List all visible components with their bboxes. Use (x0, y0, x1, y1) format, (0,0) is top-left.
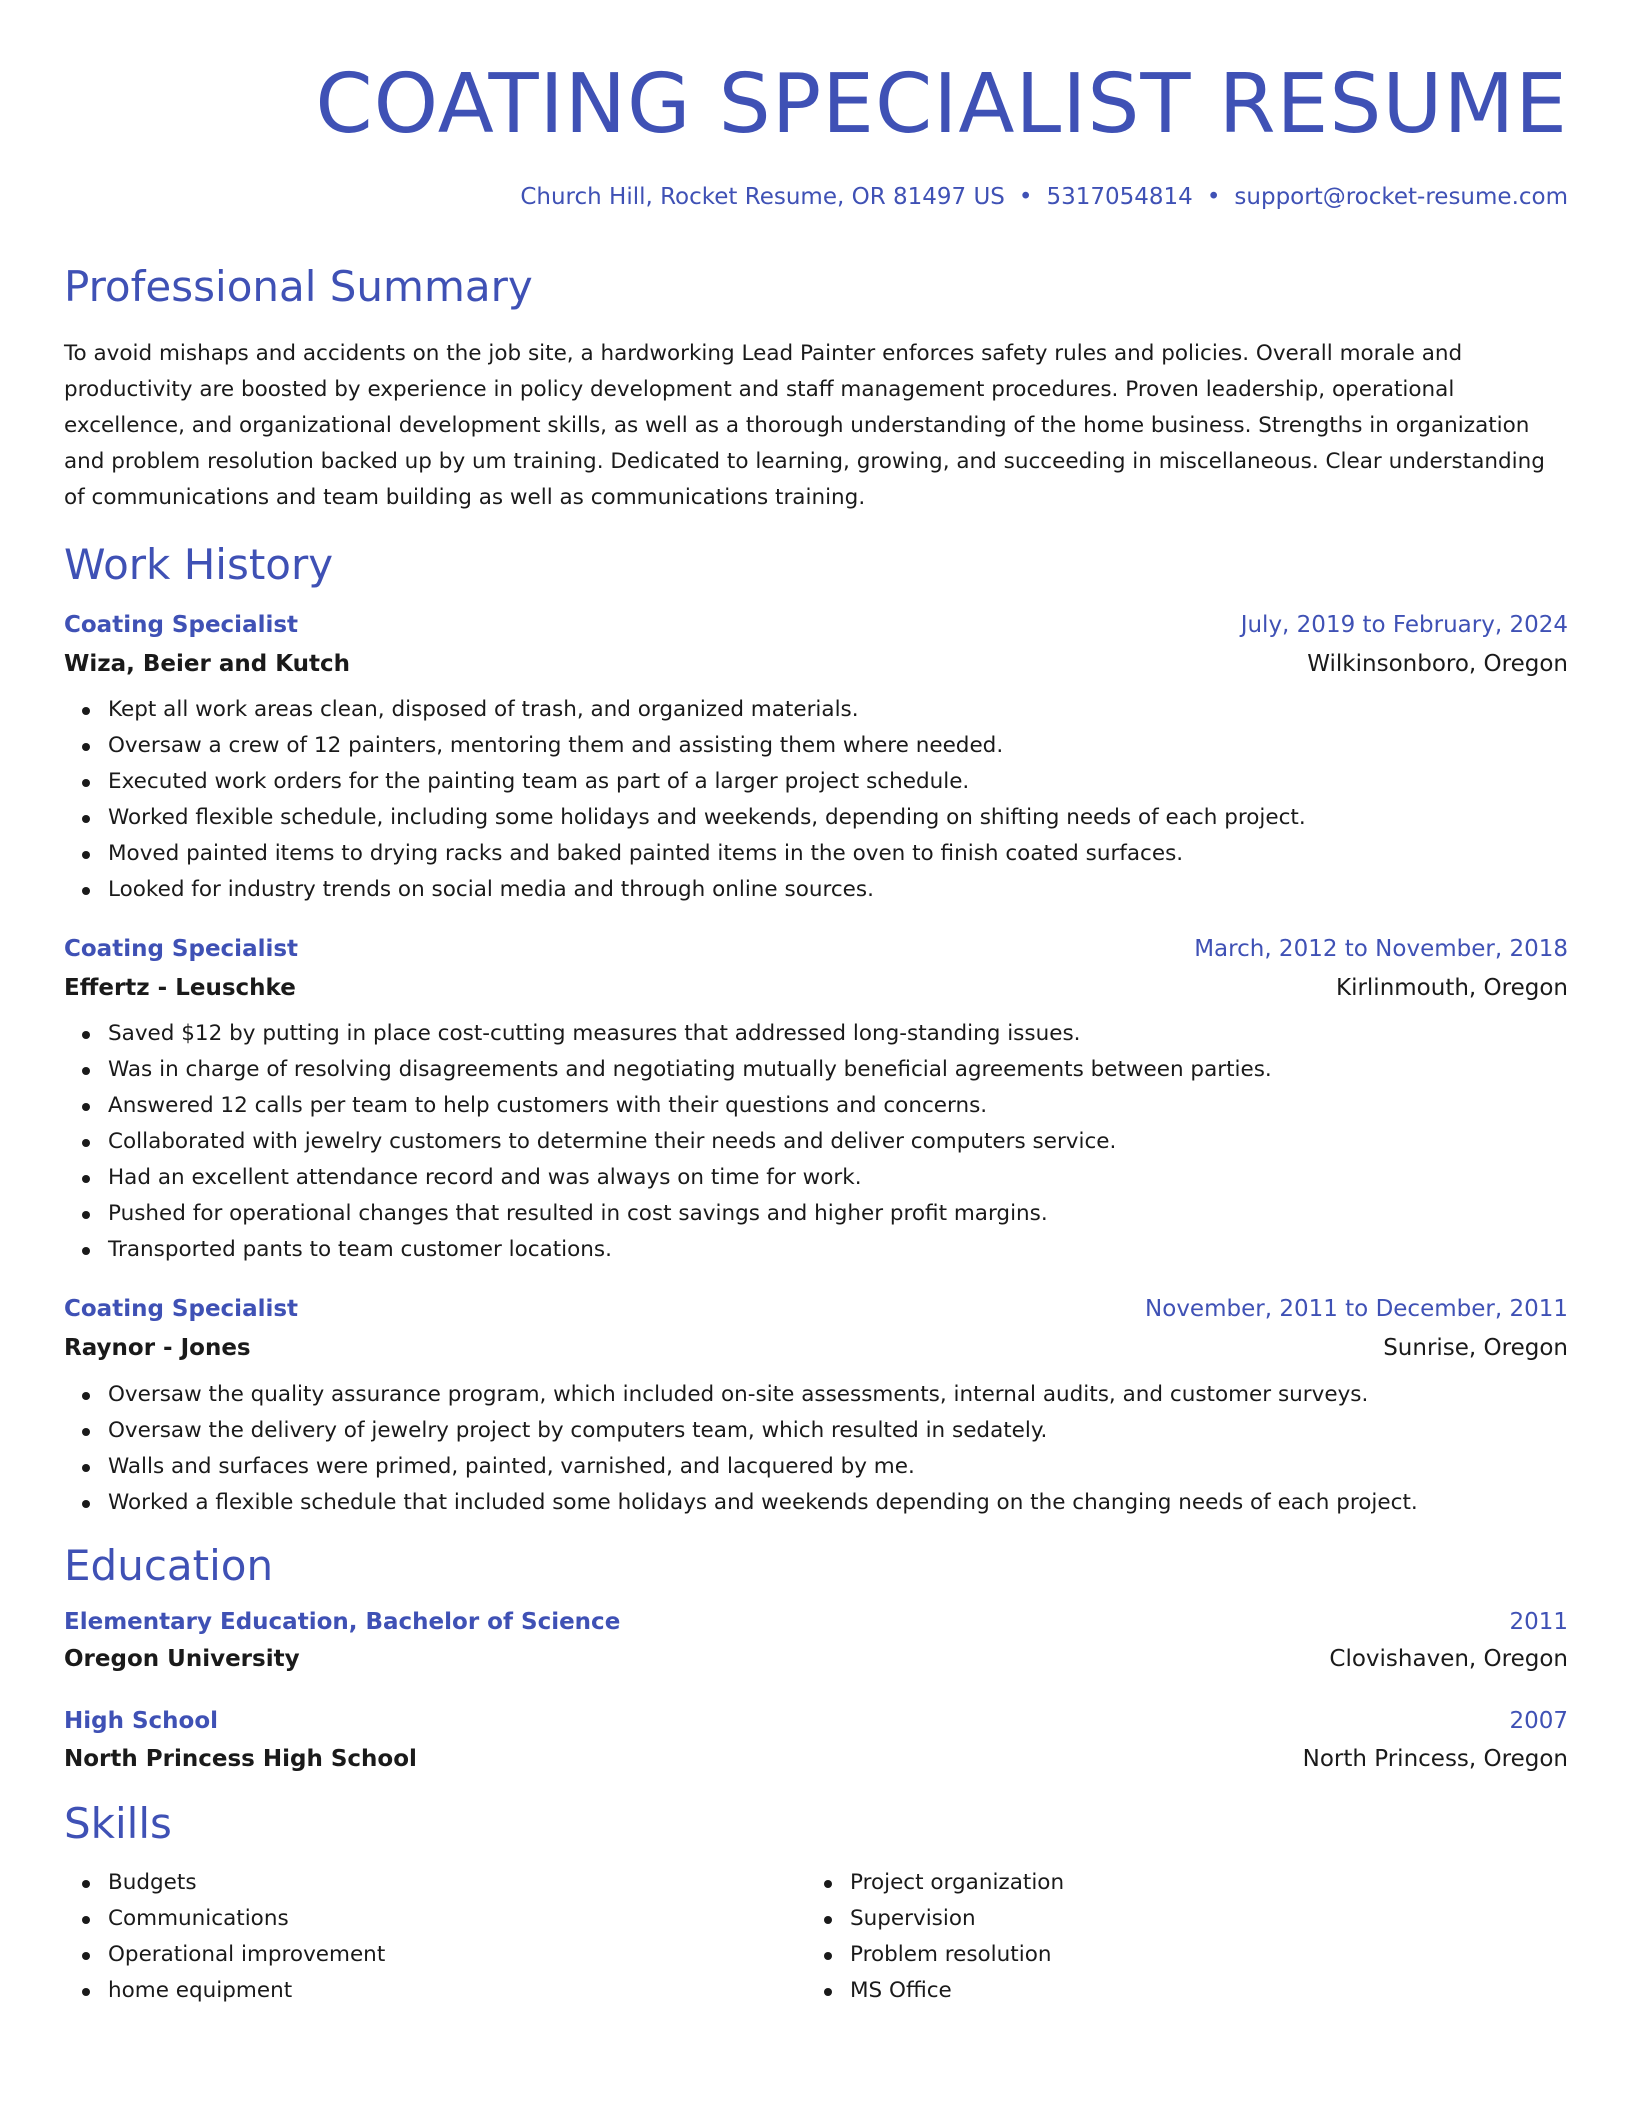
skills-column-left (64, 1865, 806, 2009)
job-title: Coating Specialist (64, 611, 299, 638)
skill-item: Budgets (64, 1865, 806, 1901)
education-degree: Elementary Education, Bachelor of Science (64, 1608, 621, 1635)
contact-phone: 5317054814 (1046, 184, 1193, 210)
job-bullet: Collaborated with jewelry customers to determine their needs and deliver computers service. (64, 1124, 1568, 1160)
job-bullet: Worked a flexible schedule that included some holidays and weekends depending on the changing needs of each project. (64, 1485, 1568, 1521)
education-year: 2011 (1509, 1608, 1568, 1635)
skill-item: Communications (64, 1901, 806, 1937)
job-bullet: Had an excellent attendance record and was always on time for work. (64, 1160, 1568, 1196)
job-company: Effertz - Leuschke (64, 974, 296, 1001)
skill-item: MS Office (806, 1973, 1548, 2009)
job-bullet: Pushed for operational changes that resulted in cost savings and higher profit margins. (64, 1196, 1568, 1232)
job-bullet: Answered 12 calls per team to help customers with their questions and concerns. (64, 1088, 1568, 1124)
job-bullets (64, 692, 1568, 908)
job-dates: November, 2011 to December, 2011 (1145, 1296, 1568, 1323)
job-location: Sunrise, Oregon (1383, 1334, 1568, 1361)
job-bullet: Executed work orders for the painting team as part of a larger project schedule. (64, 764, 1568, 800)
education-subheader (64, 1646, 1568, 1674)
resume-title: COATING SPECIALIST RESUME (315, 57, 1568, 152)
education-year: 2007 (1509, 1707, 1568, 1734)
job-company: Raynor - Jones (64, 1334, 251, 1361)
education-entry (64, 1609, 1568, 1674)
job-subheader (64, 651, 1568, 679)
education-header (64, 1708, 1568, 1736)
skills-heading: Skills (64, 1799, 172, 1849)
job-bullets (64, 1377, 1568, 1521)
contact-email: support@rocket-resume.com (1234, 184, 1568, 210)
job-location: Wilkinsonboro, Oregon (1307, 650, 1568, 677)
contact-line (64, 184, 1568, 212)
education-degree: High School (64, 1707, 219, 1734)
job-bullet: Moved painted items to drying racks and baked painted items in the oven to finish coated surfaces. (64, 836, 1568, 872)
summary-text: To avoid mishaps and accidents on the job site, a hardworking Lead Painter enforces safety rules and policies. Overall morale and productivity are boosted by experience in policy development and staff management procedures. Proven leadership, operational excellence, and organizational development skills, as well as a thorough understanding of the home business. Strengths in organization and problem resolution backed up by um training. Dedicated to learning, growing, and succeeding in miscellaneous. Clear understanding of communications and team building as well as communications training. (64, 340, 1545, 510)
skill-item: Supervision (806, 1901, 1548, 1937)
summary-heading: Professional Summary (64, 261, 533, 311)
job-bullets (64, 1016, 1568, 1268)
job-bullet: Saved $12 by putting in place cost-cutting measures that addressed long-standing issues. (64, 1016, 1568, 1052)
contact-address: Church Hill, Rocket Resume, OR 81497 US (520, 184, 1005, 210)
job-bullet: Was in charge of resolving disagreements and negotiating mutually beneficial agreements between parties. (64, 1052, 1568, 1088)
job-bullet: Worked flexible schedule, including some holidays and weekends, depending on shifting needs of each project. (64, 800, 1568, 836)
education-school: Oregon University (64, 1646, 300, 1673)
skill-item: Problem resolution (806, 1937, 1548, 1973)
job-bullet: Oversaw the quality assurance program, which included on-site assessments, internal audits, and customer surveys. (64, 1377, 1568, 1413)
job-subheader (64, 1335, 1568, 1363)
job-bullet: Walls and surfaces were primed, painted, varnished, and lacquered by me. (64, 1449, 1568, 1485)
job-entry (64, 936, 1568, 1268)
job-header (64, 612, 1568, 640)
job-dates: July, 2019 to February, 2024 (1240, 611, 1568, 638)
job-title: Coating Specialist (64, 936, 299, 963)
contact-separator: • (1018, 184, 1033, 210)
job-header (64, 936, 1568, 964)
job-title: Coating Specialist (64, 1296, 299, 1323)
contact-separator: • (1206, 184, 1221, 210)
skills-list (64, 1865, 1568, 2009)
education-subheader (64, 1746, 1568, 1774)
job-header (64, 1296, 1568, 1324)
job-dates: March, 2012 to November, 2018 (1194, 936, 1568, 963)
skill-item: Operational improvement (64, 1937, 806, 1973)
job-bullet: Transported pants to team customer locations. (64, 1232, 1568, 1268)
job-subheader (64, 975, 1568, 1003)
skill-item: home equipment (64, 1973, 806, 2009)
education-entry (64, 1708, 1568, 1773)
work-history-heading: Work History (64, 539, 334, 589)
education-location: North Princess, Oregon (1302, 1745, 1568, 1772)
job-entry (64, 612, 1568, 908)
job-entry (64, 1296, 1568, 1520)
education-school: North Princess High School (64, 1745, 417, 1772)
job-bullet: Oversaw the delivery of jewelry project by computers team, which resulted in sedately. (64, 1413, 1568, 1449)
job-bullet: Kept all work areas clean, disposed of trash, and organized materials. (64, 692, 1568, 728)
education-location: Clovishaven, Oregon (1329, 1646, 1568, 1673)
job-bullet: Oversaw a crew of 12 painters, mentoring them and assisting them where needed. (64, 728, 1568, 764)
skill-item: Project organization (806, 1865, 1548, 1901)
education-header (64, 1609, 1568, 1637)
education-heading: Education (64, 1540, 274, 1590)
skills-column-right (806, 1865, 1548, 2009)
job-location: Kirlinmouth, Oregon (1335, 974, 1568, 1001)
job-bullet: Looked for industry trends on social media and through online sources. (64, 872, 1568, 908)
job-company: Wiza, Beier and Kutch (64, 650, 351, 677)
